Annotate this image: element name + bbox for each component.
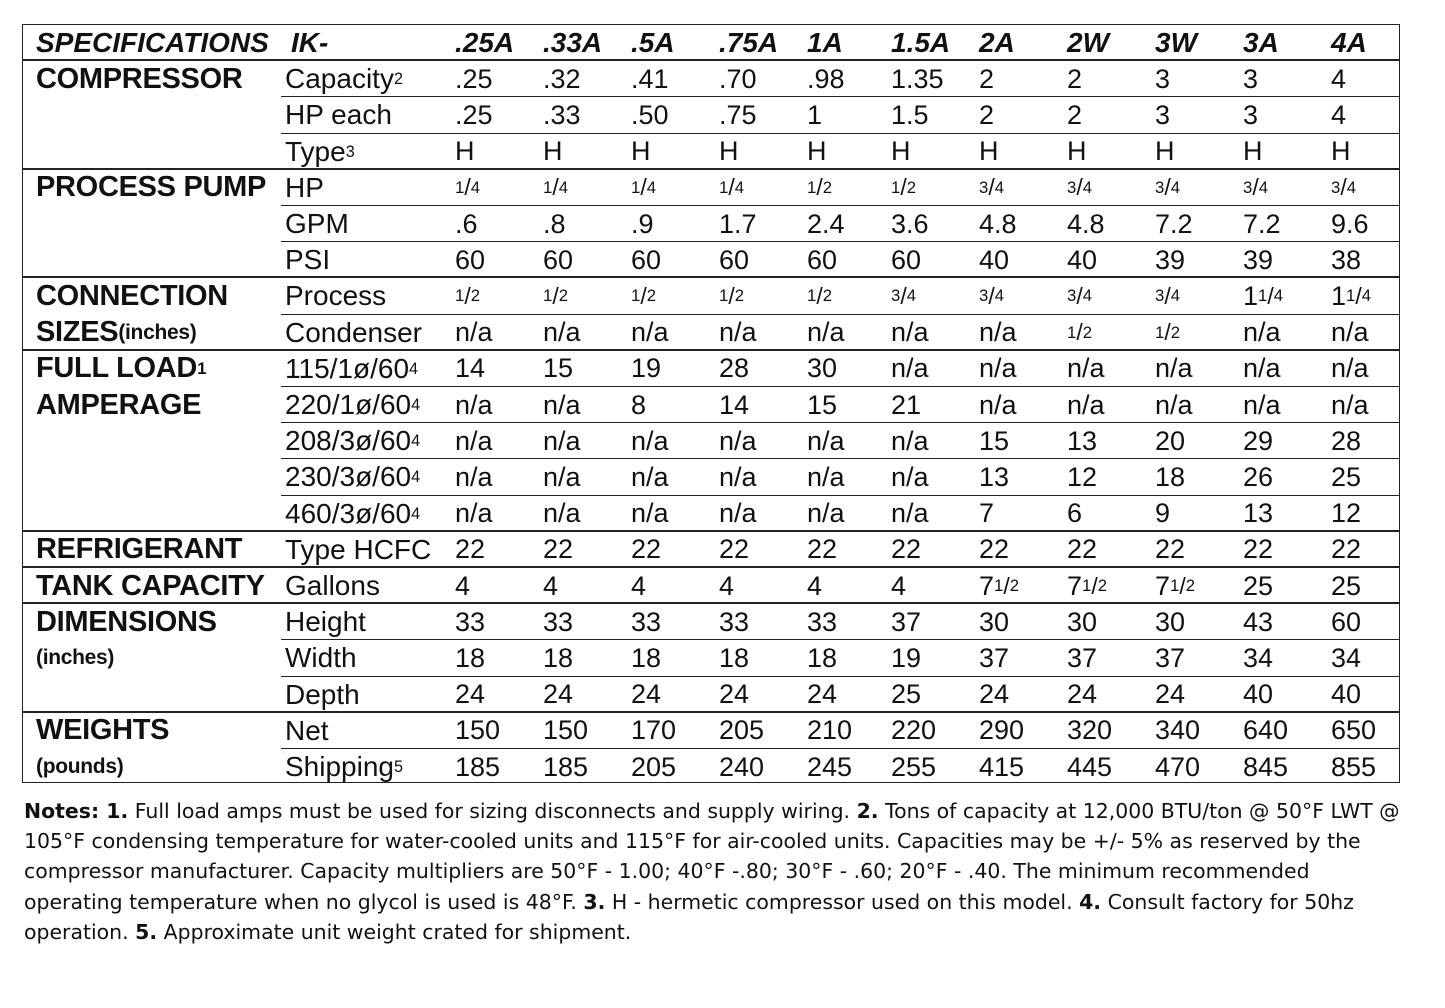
value-cell: 7.2 bbox=[1243, 208, 1281, 239]
value-cell: n/a bbox=[455, 317, 493, 348]
value-cell: 40 bbox=[1243, 679, 1274, 710]
model-header: 2W bbox=[1067, 27, 1109, 59]
value-cell: 3 / 4 bbox=[1331, 174, 1356, 201]
value-cell: 150 bbox=[543, 715, 589, 746]
value-cell: 245 bbox=[807, 751, 853, 782]
value-cell: .70 bbox=[719, 63, 757, 94]
value-cell: n/a bbox=[1155, 389, 1193, 420]
parameter-label: Height bbox=[285, 606, 366, 638]
value-cell: 7.2 bbox=[1155, 208, 1193, 239]
value-cell: n/a bbox=[631, 425, 669, 456]
value-cell: 2 bbox=[1067, 99, 1083, 130]
value-cell: 1 / 2 bbox=[631, 282, 656, 309]
table-row bbox=[23, 242, 1399, 278]
value-cell: n/a bbox=[979, 389, 1017, 420]
value-cell: 24 bbox=[719, 679, 750, 710]
parameter-label: 460/3ø/60 4 bbox=[285, 497, 421, 529]
value-cell: n/a bbox=[719, 498, 757, 529]
header-section-label: SPECIFICATIONS bbox=[36, 27, 269, 59]
value-cell: n/a bbox=[455, 498, 493, 529]
table-row bbox=[23, 423, 1399, 459]
value-cell: 1 / 2 bbox=[807, 282, 832, 309]
table-row bbox=[23, 532, 1399, 568]
value-cell: 9.6 bbox=[1331, 208, 1369, 239]
parameter-label: Net bbox=[285, 714, 329, 746]
model-header: .25A bbox=[455, 27, 515, 59]
value-cell: 1.5 bbox=[891, 99, 929, 130]
table-row bbox=[23, 568, 1399, 604]
section-title: PROCESS PUMP bbox=[36, 171, 267, 204]
value-cell: 40 bbox=[1331, 679, 1362, 710]
value-cell: 8 bbox=[631, 389, 647, 420]
header-row bbox=[23, 25, 1399, 61]
section-title: DIMENSIONS bbox=[36, 605, 217, 638]
table-row bbox=[23, 206, 1399, 242]
value-cell: 12 bbox=[1331, 498, 1362, 529]
value-cell: 1 / 2 bbox=[543, 282, 568, 309]
value-cell: n/a bbox=[807, 461, 845, 492]
value-cell: 37 bbox=[1067, 642, 1098, 673]
value-cell: 3 / 4 bbox=[1243, 174, 1268, 201]
value-cell: 3 bbox=[1155, 63, 1171, 94]
value-cell: 1 / 2 bbox=[891, 174, 916, 201]
model-header: .5A bbox=[631, 27, 675, 59]
value-cell: 150 bbox=[455, 715, 501, 746]
value-cell: n/a bbox=[891, 317, 929, 348]
value-cell: .50 bbox=[631, 99, 669, 130]
value-cell: H bbox=[1067, 136, 1087, 167]
value-cell: 3 bbox=[1243, 63, 1259, 94]
value-cell: 21 bbox=[891, 389, 922, 420]
value-cell: 24 bbox=[1067, 679, 1098, 710]
value-cell: 60 bbox=[891, 244, 922, 275]
value-cell: 60 bbox=[1331, 606, 1362, 637]
value-cell: 22 bbox=[455, 534, 486, 565]
parameter-label: Type 3 bbox=[285, 135, 355, 167]
header-model-prefix: IK- bbox=[291, 27, 329, 59]
value-cell: 2.4 bbox=[807, 208, 845, 239]
value-cell: 4.8 bbox=[979, 208, 1017, 239]
value-cell: H bbox=[455, 136, 475, 167]
value-cell: 25 bbox=[1331, 570, 1362, 601]
table-row bbox=[23, 134, 1399, 170]
parameter-label: Gallons bbox=[285, 570, 380, 602]
value-cell: 43 bbox=[1243, 606, 1274, 637]
value-cell: H bbox=[891, 136, 911, 167]
value-cell: 22 bbox=[1155, 534, 1186, 565]
value-cell: 30 bbox=[807, 353, 838, 384]
value-cell: 40 bbox=[1067, 244, 1098, 275]
value-cell: 22 bbox=[1243, 534, 1274, 565]
model-header: 4A bbox=[1331, 27, 1367, 59]
value-cell: 30 bbox=[1155, 606, 1186, 637]
value-cell: 39 bbox=[1155, 244, 1186, 275]
table-row bbox=[23, 713, 1399, 749]
value-cell: 22 bbox=[719, 534, 750, 565]
value-cell: 20 bbox=[1155, 425, 1186, 456]
value-cell: 1.7 bbox=[719, 208, 757, 239]
value-cell: 4 bbox=[543, 570, 559, 601]
value-cell: 18 bbox=[631, 642, 662, 673]
value-cell: 1 / 2 bbox=[1155, 319, 1180, 346]
value-cell: n/a bbox=[455, 389, 493, 420]
parameter-label: 115/1ø/60 4 bbox=[285, 352, 419, 384]
table-row bbox=[23, 351, 1399, 387]
value-cell: 60 bbox=[543, 244, 574, 275]
table-row bbox=[23, 278, 1399, 314]
parameter-label: Shipping 5 bbox=[285, 751, 404, 783]
value-cell: 185 bbox=[455, 751, 501, 782]
model-header: .75A bbox=[719, 27, 779, 59]
value-cell: 1 bbox=[807, 99, 823, 130]
value-cell: 3 / 4 bbox=[979, 174, 1004, 201]
value-cell: n/a bbox=[543, 461, 581, 492]
value-cell: n/a bbox=[891, 498, 929, 529]
parameter-label: GPM bbox=[285, 208, 349, 240]
section-title: FULL LOAD 1 bbox=[36, 352, 207, 385]
model-header: 1A bbox=[807, 27, 843, 59]
model-header: 1.5A bbox=[891, 27, 951, 59]
model-header: .33A bbox=[543, 27, 603, 59]
value-cell: 18 bbox=[719, 642, 750, 673]
value-cell: .25 bbox=[455, 99, 493, 130]
value-cell: n/a bbox=[807, 317, 845, 348]
value-cell: 15 bbox=[543, 353, 574, 384]
value-cell: 4 bbox=[631, 570, 647, 601]
value-cell: 2 bbox=[979, 99, 995, 130]
value-cell: 1.35 bbox=[891, 63, 944, 94]
value-cell: 3.6 bbox=[891, 208, 929, 239]
value-cell: .8 bbox=[543, 208, 566, 239]
value-cell: 415 bbox=[979, 751, 1025, 782]
value-cell: 24 bbox=[807, 679, 838, 710]
value-cell: 1 / 4 bbox=[719, 174, 744, 201]
value-cell: 340 bbox=[1155, 715, 1201, 746]
value-cell: 13 bbox=[1067, 425, 1098, 456]
value-cell: 4 bbox=[1331, 99, 1347, 130]
value-cell: 170 bbox=[631, 715, 677, 746]
value-cell: .98 bbox=[807, 63, 845, 94]
value-cell: .75 bbox=[719, 99, 757, 130]
value-cell: n/a bbox=[979, 353, 1017, 384]
value-cell: n/a bbox=[1067, 353, 1105, 384]
value-cell: n/a bbox=[1243, 353, 1281, 384]
value-cell: 12 bbox=[1067, 461, 1098, 492]
model-header: 3A bbox=[1243, 27, 1279, 59]
value-cell: 30 bbox=[979, 606, 1010, 637]
value-cell: H bbox=[719, 136, 739, 167]
value-cell: 855 bbox=[1331, 751, 1377, 782]
value-cell: 18 bbox=[543, 642, 574, 673]
value-cell: 1 / 4 bbox=[455, 174, 480, 201]
value-cell: 845 bbox=[1243, 751, 1289, 782]
value-cell: 39 bbox=[1243, 244, 1274, 275]
value-cell: 1 / 2 bbox=[455, 282, 480, 309]
table-row bbox=[23, 640, 1399, 676]
model-header: 2A bbox=[979, 27, 1015, 59]
value-cell: 1 / 4 bbox=[631, 174, 656, 201]
value-cell: 3 / 4 bbox=[891, 282, 916, 309]
value-cell: n/a bbox=[631, 498, 669, 529]
section-title: (inches) bbox=[36, 646, 115, 670]
value-cell: 255 bbox=[891, 751, 937, 782]
value-cell: 24 bbox=[455, 679, 486, 710]
value-cell: n/a bbox=[719, 425, 757, 456]
value-cell: n/a bbox=[719, 461, 757, 492]
value-cell: 3 bbox=[1243, 99, 1259, 130]
parameter-label: HP each bbox=[285, 99, 392, 131]
table-row bbox=[23, 459, 1399, 495]
table-row bbox=[23, 749, 1399, 785]
value-cell: 7 1 / 2 bbox=[979, 570, 1020, 601]
value-cell: 185 bbox=[543, 751, 589, 782]
value-cell: 7 bbox=[979, 498, 995, 529]
value-cell: n/a bbox=[1331, 389, 1369, 420]
value-cell: 1 / 2 bbox=[1067, 319, 1092, 346]
value-cell: 28 bbox=[1331, 425, 1362, 456]
value-cell: 210 bbox=[807, 715, 853, 746]
parameter-label: 220/1ø/60 4 bbox=[285, 389, 421, 421]
parameter-label: Condenser bbox=[285, 316, 422, 348]
value-cell: 25 bbox=[1243, 570, 1274, 601]
value-cell: 320 bbox=[1067, 715, 1113, 746]
value-cell: n/a bbox=[979, 317, 1017, 348]
value-cell: 4.8 bbox=[1067, 208, 1105, 239]
value-cell: 33 bbox=[455, 606, 486, 637]
value-cell: 24 bbox=[543, 679, 574, 710]
table-row bbox=[23, 315, 1399, 351]
parameter-label: 230/3ø/60 4 bbox=[285, 461, 421, 493]
value-cell: n/a bbox=[807, 498, 845, 529]
value-cell: 26 bbox=[1243, 461, 1274, 492]
value-cell: .33 bbox=[543, 99, 581, 130]
value-cell: 220 bbox=[891, 715, 937, 746]
value-cell: H bbox=[631, 136, 651, 167]
value-cell: 640 bbox=[1243, 715, 1289, 746]
notes-paragraph: Notes: 1. Full load amps must be used for sizing disconnects and supply wiring. 2. Tons of capacity at 12,000 BTU/ton @ 50°F LWT @ 105°F condensing temperature for water-cooled units and 115°F for air-cooled units. Capacities may be +/- 5% as reserved by the compressor manufacturer. Capacity multipliers are 50°F - 1.00; 40°F -.80; 30°F - .60; 20°F - .40. The minimum recommended operating temperature when no glycol is used is 48°F. 3. H - hermetic compressor used on this model. 4. Consult factory for 50hz operation. 5. Approximate unit weight crated for shipment. bbox=[24, 799, 1400, 944]
value-cell: H bbox=[979, 136, 999, 167]
value-cell: 2 bbox=[1067, 63, 1083, 94]
value-cell: 470 bbox=[1155, 751, 1201, 782]
value-cell: 22 bbox=[1331, 534, 1362, 565]
value-cell: 7 1 / 2 bbox=[1067, 570, 1108, 601]
section-title: WEIGHTS bbox=[36, 714, 170, 747]
value-cell: 22 bbox=[631, 534, 662, 565]
section-title: AMPERAGE bbox=[36, 388, 202, 421]
table-row bbox=[23, 677, 1399, 713]
value-cell: 24 bbox=[1155, 679, 1186, 710]
value-cell: 33 bbox=[631, 606, 662, 637]
value-cell: 1 1 / 4 bbox=[1243, 280, 1284, 311]
table-row bbox=[23, 604, 1399, 640]
table-row bbox=[23, 496, 1399, 532]
value-cell: .32 bbox=[543, 63, 581, 94]
value-cell: .25 bbox=[455, 63, 493, 94]
value-cell: n/a bbox=[891, 425, 929, 456]
parameter-label: PSI bbox=[285, 244, 331, 276]
value-cell: 1 / 2 bbox=[719, 282, 744, 309]
model-header: 3W bbox=[1155, 27, 1197, 59]
value-cell: 4 bbox=[807, 570, 823, 601]
section-title: TANK CAPACITY bbox=[36, 569, 265, 602]
value-cell: 30 bbox=[1067, 606, 1098, 637]
value-cell: 650 bbox=[1331, 715, 1377, 746]
section-title: (pounds) bbox=[36, 755, 124, 779]
value-cell: n/a bbox=[891, 353, 929, 384]
table-row bbox=[23, 170, 1399, 206]
value-cell: .6 bbox=[455, 208, 478, 239]
value-cell: 3 / 4 bbox=[979, 282, 1004, 309]
value-cell: n/a bbox=[631, 461, 669, 492]
value-cell: 3 / 4 bbox=[1067, 282, 1092, 309]
value-cell: 22 bbox=[979, 534, 1010, 565]
value-cell: 4 bbox=[891, 570, 907, 601]
parameter-label: Depth bbox=[285, 678, 360, 710]
value-cell: 37 bbox=[891, 606, 922, 637]
value-cell: 25 bbox=[1331, 461, 1362, 492]
value-cell: 33 bbox=[543, 606, 574, 637]
value-cell: 3 / 4 bbox=[1155, 282, 1180, 309]
value-cell: 60 bbox=[631, 244, 662, 275]
value-cell: 38 bbox=[1331, 244, 1362, 275]
value-cell: 24 bbox=[631, 679, 662, 710]
value-cell: H bbox=[1243, 136, 1263, 167]
value-cell: .9 bbox=[631, 208, 654, 239]
value-cell: n/a bbox=[631, 317, 669, 348]
value-cell: 18 bbox=[455, 642, 486, 673]
value-cell: 205 bbox=[631, 751, 677, 782]
value-cell: n/a bbox=[719, 317, 757, 348]
value-cell: 3 bbox=[1155, 99, 1171, 130]
value-cell: 18 bbox=[807, 642, 838, 673]
value-cell: n/a bbox=[1155, 353, 1193, 384]
value-cell: 34 bbox=[1331, 642, 1362, 673]
parameter-label: Width bbox=[285, 642, 357, 674]
value-cell: 60 bbox=[455, 244, 486, 275]
value-cell: 22 bbox=[543, 534, 574, 565]
value-cell: n/a bbox=[1243, 317, 1281, 348]
value-cell: n/a bbox=[807, 425, 845, 456]
value-cell: 445 bbox=[1067, 751, 1113, 782]
value-cell: 6 bbox=[1067, 498, 1083, 529]
value-cell: 290 bbox=[979, 715, 1025, 746]
parameter-label: 208/3ø/60 4 bbox=[285, 425, 421, 457]
parameter-label: HP bbox=[285, 171, 324, 203]
value-cell: n/a bbox=[543, 389, 581, 420]
value-cell: 40 bbox=[979, 244, 1010, 275]
value-cell: n/a bbox=[455, 461, 493, 492]
parameter-label: Capacity 2 bbox=[285, 63, 403, 95]
section-title: SIZES (inches) bbox=[36, 316, 197, 349]
value-cell: 13 bbox=[1243, 498, 1274, 529]
value-cell: 33 bbox=[719, 606, 750, 637]
value-cell: n/a bbox=[455, 425, 493, 456]
value-cell: 25 bbox=[891, 679, 922, 710]
value-cell: 205 bbox=[719, 715, 765, 746]
value-cell: 1 1 / 4 bbox=[1331, 280, 1372, 311]
value-cell: H bbox=[543, 136, 563, 167]
value-cell: 7 1 / 2 bbox=[1155, 570, 1196, 601]
value-cell: n/a bbox=[1067, 389, 1105, 420]
value-cell: 1 / 2 bbox=[807, 174, 832, 201]
section-title: COMPRESSOR bbox=[36, 62, 243, 95]
value-cell: H bbox=[807, 136, 827, 167]
value-cell: 2 bbox=[979, 63, 995, 94]
value-cell: H bbox=[1155, 136, 1175, 167]
value-cell: n/a bbox=[1331, 353, 1369, 384]
value-cell: 22 bbox=[807, 534, 838, 565]
value-cell: 1 / 4 bbox=[543, 174, 568, 201]
parameter-label: Process bbox=[285, 280, 387, 312]
value-cell: 9 bbox=[1155, 498, 1171, 529]
value-cell: 15 bbox=[979, 425, 1010, 456]
value-cell: 4 bbox=[1331, 63, 1347, 94]
value-cell: 3 / 4 bbox=[1067, 174, 1092, 201]
value-cell: 28 bbox=[719, 353, 750, 384]
value-cell: 37 bbox=[1155, 642, 1186, 673]
value-cell: n/a bbox=[543, 425, 581, 456]
value-cell: 60 bbox=[719, 244, 750, 275]
section-title: CONNECTION bbox=[36, 279, 228, 312]
value-cell: 18 bbox=[1155, 461, 1186, 492]
value-cell: 3 / 4 bbox=[1155, 174, 1180, 201]
value-cell: n/a bbox=[891, 461, 929, 492]
value-cell: H bbox=[1331, 136, 1351, 167]
value-cell: 19 bbox=[891, 642, 922, 673]
value-cell: 15 bbox=[807, 389, 838, 420]
value-cell: 60 bbox=[807, 244, 838, 275]
value-cell: 24 bbox=[979, 679, 1010, 710]
value-cell: 13 bbox=[979, 461, 1010, 492]
value-cell: n/a bbox=[543, 317, 581, 348]
value-cell: n/a bbox=[1331, 317, 1369, 348]
value-cell: 19 bbox=[631, 353, 662, 384]
value-cell: n/a bbox=[1243, 389, 1281, 420]
value-cell: 37 bbox=[979, 642, 1010, 673]
specifications-table bbox=[22, 24, 1400, 783]
value-cell: 33 bbox=[807, 606, 838, 637]
value-cell: 22 bbox=[891, 534, 922, 565]
value-cell: n/a bbox=[543, 498, 581, 529]
value-cell: 29 bbox=[1243, 425, 1274, 456]
value-cell: 34 bbox=[1243, 642, 1274, 673]
parameter-label: Type HCFC bbox=[285, 533, 432, 565]
table-row bbox=[23, 97, 1399, 133]
value-cell: 4 bbox=[719, 570, 735, 601]
value-cell: 14 bbox=[455, 353, 486, 384]
value-cell: 4 bbox=[455, 570, 471, 601]
table-row bbox=[23, 387, 1399, 423]
value-cell: .41 bbox=[631, 63, 669, 94]
value-cell: 240 bbox=[719, 751, 765, 782]
table-row bbox=[23, 61, 1399, 97]
value-cell: 22 bbox=[1067, 534, 1098, 565]
value-cell: 14 bbox=[719, 389, 750, 420]
section-title: REFRIGERANT bbox=[36, 533, 243, 566]
